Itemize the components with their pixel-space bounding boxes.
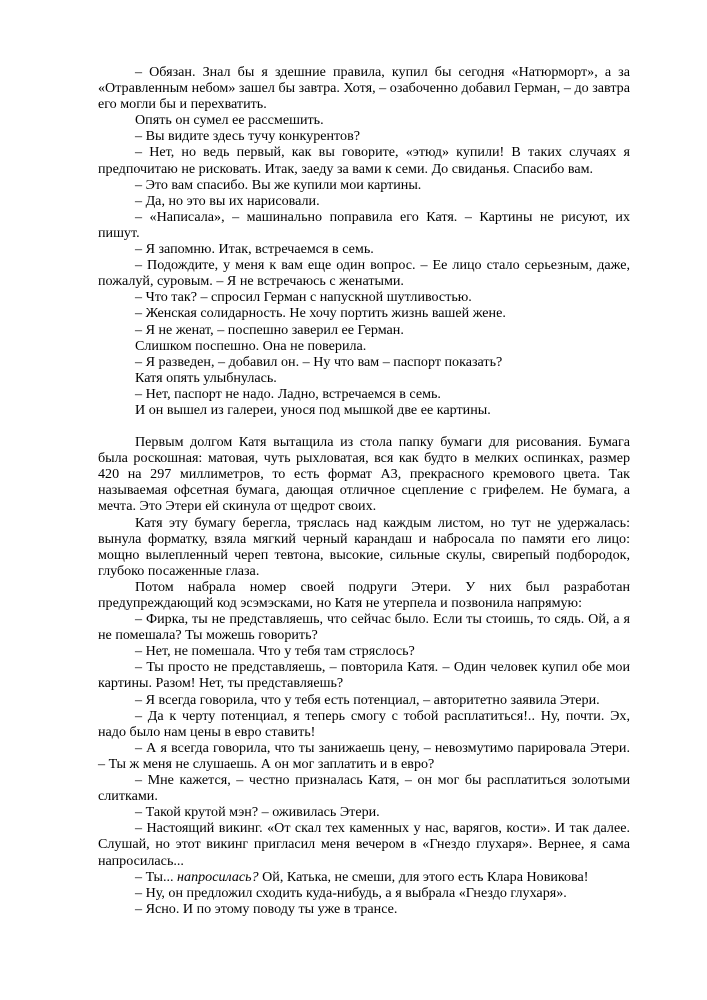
paragraph: – Что так? – спросил Герман с напускной шутливостью. xyxy=(135,289,472,306)
paragraph: – Я разведен, – добавил он. – Ну что вам – паспорт показать? xyxy=(135,353,503,370)
paragraph: – Нет, не помешала. Что у тебя там стряслось? xyxy=(135,643,415,660)
paragraph: – Обязан. Знал бы я здешние правила, купил бы сегодня «Натюрморт», а за «Отравленным небом» зашел бы завтра. Хотя, – озабоченно добавил Герман, – до завтра его могли бы и перехватить. xyxy=(98,64,630,113)
paragraph: – А я всегда говорила, что ты занижаешь цену, – невозмутимо парировала Этери. – Ты ж меня не слушаешь. А он мог заплатить и в евро? xyxy=(98,739,630,772)
paragraph: Опять он сумел ее рассмешить. xyxy=(135,112,324,129)
paragraph: – Вы видите здесь тучу конкурентов? xyxy=(135,128,360,145)
paragraph: Катя опять улыбнулась. xyxy=(135,369,277,386)
paragraph: – Настоящий викинг. «От скал тех каменных у нас, варягов, кости». И так далее. Слушай, но этот викинг пригласил меня вечером в «Гнездо глухаря». Вернее, я сама напросилась... xyxy=(98,820,630,869)
paragraph: – Мне кажется, – честно призналась Катя, – он мог бы расплатиться золотыми слитками. xyxy=(98,772,630,805)
paragraph: – Да к черту потенциал, я теперь смогу с тобой расплатиться!.. Ну, почти. Эх, надо было нам цены в евро ставить! xyxy=(98,707,630,740)
dialogue-text: Ой, Катька, не смеши, для этого есть Клара Новикова! xyxy=(258,868,589,885)
paragraph: – Я запомню. Итак, встречаемся в семь. xyxy=(135,241,374,258)
paragraph: – Нет, паспорт не надо. Ладно, встречаемся в семь. xyxy=(135,385,441,402)
paragraph: Первым долгом Катя вытащила из стола папку бумаги для рисования. Бумага была роскошная: матовая, чуть рыхловатая, вся как будто в мелких оспинках, размер 420 на 297 миллиметров, то есть формат А3, прекрасного кремового цвета. Так называемая офсетная бумага, дающая отличное сцепление с грифелем. Не бумага, а мечта. Это Этери ей скинула от щедрот своих. xyxy=(98,434,630,515)
paragraph: – Нет, но ведь первый, как вы говорите, «этюд» купили! В таких случаях я предпочитаю не рисковать. Итак, заеду за вами к семи. До свиданья. Спасибо вам. xyxy=(98,144,630,177)
paragraph: – Ясно. И по этому поводу ты уже в трансе. xyxy=(135,900,398,917)
document-page xyxy=(98,64,630,917)
paragraph: Слишком поспешно. Она не поверила. xyxy=(135,337,367,354)
paragraph xyxy=(98,869,630,885)
paragraph: – Ну, он предложил сходить куда-нибудь, а я выбрала «Гнездо глухаря». xyxy=(135,884,567,901)
paragraph: – Да, но это вы их нарисовали. xyxy=(135,192,320,209)
paragraph: Катя эту бумагу берегла, тряслась над каждым листом, но тут не удержалась: вынула форматку, взяла мягкий черный карандаш и набросала по памяти его лицо: мощно вылепленный череп тевтона, высокие, сильные скулы, свирепый подбородок, глубоко посаженные глаза. xyxy=(98,514,630,579)
paragraph: – Я не женат, – поспешно заверил ее Герман. xyxy=(135,321,404,338)
paragraph: – Женская солидарность. Не хочу портить жизнь вашей жене. xyxy=(135,305,506,322)
paragraph: – Ты просто не представляешь, – повторила Катя. – Один человек купил обе мои картины. Разом! Нет, ты представляешь? xyxy=(98,659,630,692)
paragraph: – Такой крутой мэн? – оживилась Этери. xyxy=(135,804,380,821)
dialogue-text: – Ты... xyxy=(135,868,178,885)
paragraph: – Это вам спасибо. Вы же купили мои картины. xyxy=(135,176,422,193)
paragraph: – Фирка, ты не представляешь, что сейчас было. Если ты стоишь, то сядь. Ой, а я не помешала? Ты можешь говорить? xyxy=(98,611,630,644)
paragraph: И он вышел из галереи, унося под мышкой две ее картины. xyxy=(135,401,491,418)
paragraph: – «Написала», – машинально поправила его Катя. – Картины не рисуют, их пишут. xyxy=(98,208,630,241)
paragraph: – Я всегда говорила, что у тебя есть потенциал, – авторитетно заявила Этери. xyxy=(135,691,600,708)
italic-emphasis: напросилась? xyxy=(177,868,259,885)
paragraph: Потом набрала номер своей подруги Этери. У них был разработан предупреждающий код эсэмэсками, но Катя не утерпела и позвонила напрямую: xyxy=(98,578,630,611)
paragraph: – Подождите, у меня к вам еще один вопрос. – Ее лицо стало серьезным, даже, пожалуй, суровым. – Я не встречаюсь с женатыми. xyxy=(98,257,630,290)
section-gap xyxy=(98,418,630,434)
